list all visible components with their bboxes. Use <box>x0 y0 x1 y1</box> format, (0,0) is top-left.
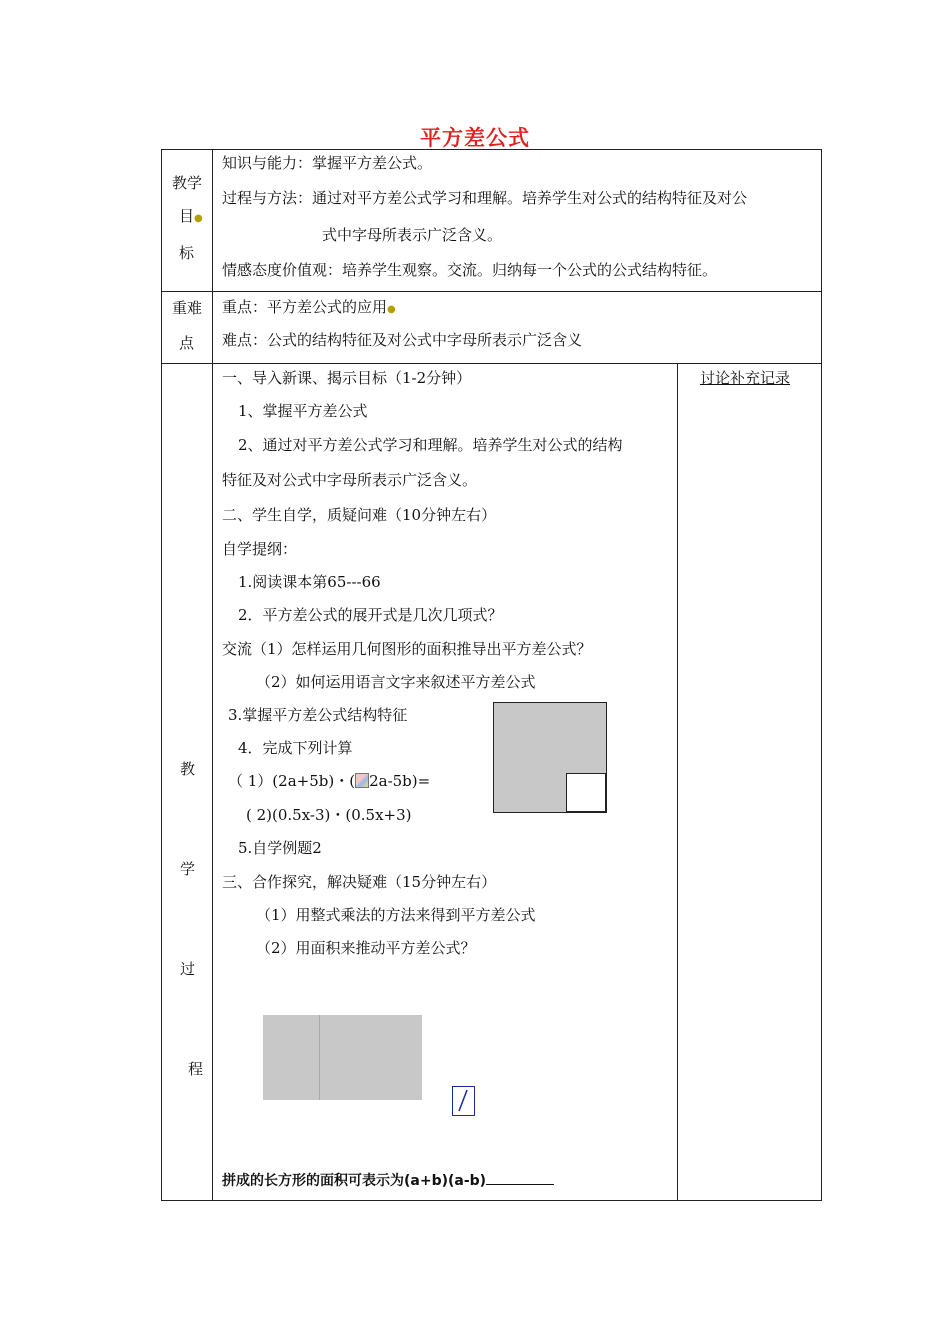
process-line: 2．平方差公式的展开式是几次几项式？ <box>238 606 503 624</box>
image-placeholder-icon <box>355 773 369 788</box>
process-label-4: 程 <box>188 1060 204 1078</box>
calc-item-2: ( 2)(0.5x-3)・(0.5x+3) <box>246 806 412 824</box>
process-line: 3.掌握平方差公式结构特征 <box>228 706 408 724</box>
slash-box-icon <box>452 1086 475 1116</box>
calc-item-1: （ 1）(2a+5b)・( 2a-5b)= <box>228 772 431 790</box>
cut-corner-square <box>566 773 606 812</box>
slash-icon <box>453 1087 473 1114</box>
objectives-label-2: 目● <box>179 207 203 225</box>
objective-attitude: 情感态度价值观：培养学生观察。交流。归纳每一个公式的公式结构特征。 <box>222 261 718 279</box>
process-line: （2）用面积来推动平方差公式？ <box>256 939 476 957</box>
process-line: 一、导入新课、揭示目标（1-2分钟） <box>222 369 472 387</box>
objective-knowledge: 知识与能力：掌握平方差公式。 <box>222 154 433 172</box>
rectangle-piece-left <box>263 1015 320 1100</box>
process-line: 二、学生自学，质疑问难（10分钟左右） <box>222 506 497 524</box>
answer-blank <box>486 1170 554 1185</box>
process-line: 自学提纲： <box>222 540 298 558</box>
rectangle-piece-right <box>319 1015 422 1100</box>
objectives-label-1: 教学 <box>172 174 203 192</box>
process-label-2: 学 <box>180 860 196 878</box>
discussion-notes-heading: 讨论补充记录 <box>700 369 791 387</box>
process-label-1: 教 <box>180 760 196 778</box>
process-line: （1）用整式乘法的方法来得到平方差公式 <box>256 906 536 924</box>
lesson-table <box>161 149 822 1201</box>
rectangle-area-prompt: 拼成的长方形的面积可表示为(a+b)(a-b) <box>222 1170 554 1191</box>
process-line: 特征及对公式中字母所表示广泛含义。 <box>222 471 478 489</box>
process-line: 1、掌握平方差公式 <box>238 402 368 420</box>
process-line: （2）如何运用语言文字来叙述平方差公式 <box>256 673 536 691</box>
process-label-3: 过 <box>180 960 196 978</box>
key-difficulty: 难点：公式的结构特征及对公式中字母所表示广泛含义 <box>222 331 583 349</box>
process-line: 5.自学例题2 <box>238 839 322 857</box>
process-line: 4．完成下列计算 <box>238 739 353 757</box>
objective-process-line1: 过程与方法：通过对平方差公式学习和理解。培养学生对公式的结构特征及对公 <box>222 189 748 207</box>
process-line: 2、通过对平方差公式学习和理解。培养学生对公式的结构 <box>238 436 623 454</box>
page-title: 平方差公式 <box>420 125 530 150</box>
key-points-label-2: 点 <box>179 334 195 352</box>
objectives-label-3: 标 <box>179 244 195 262</box>
process-line: 1.阅读课本第65---66 <box>238 573 381 591</box>
process-line: 交流（1）怎样运用几何图形的面积推导出平方差公式？ <box>222 640 592 658</box>
process-line: 三、合作探究，解决疑难（15分钟左右） <box>222 873 497 891</box>
key-focus: 重点：平方差公式的应用● <box>222 298 396 316</box>
objective-process-line2: 式中字母所表示广泛含义。 <box>322 226 503 244</box>
key-points-label-1: 重难 <box>172 299 203 317</box>
